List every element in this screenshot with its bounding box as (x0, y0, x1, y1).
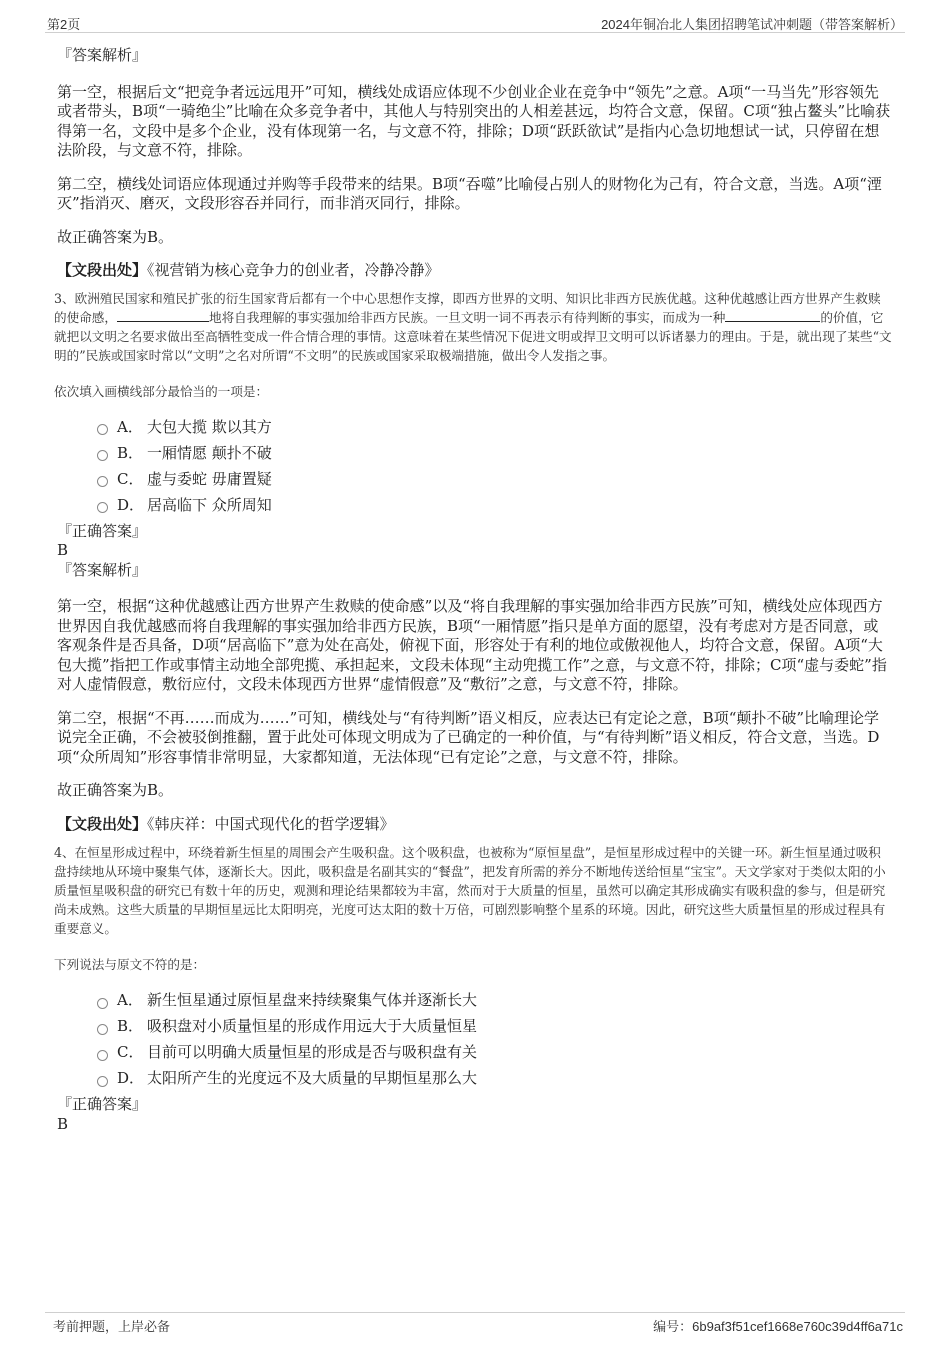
radio-icon[interactable] (97, 502, 108, 513)
q3-source-label: 【文段出处】 (57, 814, 148, 833)
q3-option-c[interactable]: C． 虚与委蛇 毋庸置疑 (97, 466, 893, 492)
q4-option-c[interactable]: C． 目前可以明确大质量恒星的形成是否与吸积盘有关 (97, 1039, 893, 1065)
document-id: 编号：6b9af3f51cef1668e760c39d4ff6a71c (653, 1319, 903, 1334)
q2-source-label: 【文段出处】 (57, 261, 148, 279)
q2-conclusion: 故正确答案为B。 (57, 227, 174, 246)
q2-analysis-heading: 『答案解析』 (57, 46, 148, 64)
radio-icon[interactable] (97, 450, 108, 461)
q2-analysis-paragraph-2: 第二空，横线处词语应体现通过并购等手段带来的结果。B项“吞噬”比喻侵占别人的财物化为己有，符合文意，当选。A项“湮灭”指消灭、磨灭，文段形容吞并同行，而非消灭同行，排除。 (57, 174, 882, 212)
q2-analysis-paragraph-1: 第一空，根据后文“把竞争者远远甩开”可知，横线处成语应体现不少创业企业在竞争中“领先”之意。A项“一马当先”形容领先或者带头，B项“一骑绝尘”比喻在众多竞争者中，其他人与特别突出的人相差甚远，均符合文意，保留。C项“独占鳌头”比喻获得第一名，文段中是多个企业，没有体现第一名，与文意不符，排除；D项“跃跃欲试”是指内心急切地想试一试，只停留在想法阶段，与文意不符，排除。 (57, 82, 891, 159)
q4-option-a[interactable]: A． 新生恒星通过原恒星盘来持续聚集气体并逐渐长大 (97, 987, 893, 1013)
q3-option-b[interactable]: B． 一厢情愿 颠扑不破 (97, 440, 893, 466)
q4-stem: 4、在恒星形成过程中，环绕着新生恒星的周围会产生吸积盘。这个吸积盘，也被称为“原恒星盘”，是恒星形成过程中的关键一环。新生恒星通过吸积盘持续地从环境中聚集气体，逐渐长大。因此，吸积盘是名副其实的“餐盘”，把发育所需的养分不断地传送给恒星“宝宝”。天文学家对于类似太阳的小质量恒星吸积盘的研究已有数十年的历史，观测和理论结果都较为丰富，然而对于大质量的恒星，虽然可以确定其形成确实有吸积盘的参与，但是研究尚未成熟。这些大质量的早期恒星远比太阳明亮，光度可达太阳的数十万倍，可剧烈影响整个星系的环境。因此，研究这些大质量恒星的形成过程具有重要意义。 (54, 845, 886, 936)
page-number: 第2页 (47, 17, 81, 32)
radio-icon[interactable] (97, 424, 108, 435)
q3-answer-heading: 『正确答案』 (57, 521, 148, 540)
q3-stem (54, 289, 893, 365)
q4-answer-heading: 『正确答案』 (57, 1095, 148, 1113)
q3-conclusion: 故正确答案为B。 (57, 781, 174, 799)
q3-analysis-paragraph-2: 第二空，根据“不再……而成为……”可知，横线处与“有待判断”语义相反，应表达已有定论之意，B项“颠扑不破”比喻理论学说完全正确，不会被驳倒推翻，置于此处可体现文明成为了已确定的一种价值，与“有待判断”语义相反，符合文意，当选。D项“众所周知”形容事情非常明显，大家都知道，无法体现“已有定论”之意，与文意不符，排除。 (57, 708, 880, 766)
footer-slogan: 考前押题，上岸必备 (53, 1319, 171, 1334)
q4-options (97, 987, 893, 1091)
q4-prompt: 下列说法与原文不符的是： (54, 957, 206, 972)
q3-stem-part-3: 的价值，它就把以文明之名要求做出至高牺牲变成一件合情合理的事情。这意味着在某些情况下促进文明或捍卫文明可以诉诸暴力的理由。于是，就出现了某些“文明的”民族或国家时常以“文明”之名对所谓“不文明”的民族或国家采取极端措施，做出令人发指之事。 (54, 309, 892, 363)
q4-option-b[interactable]: B． 吸积盘对小质量恒星的形成作用远大于大质量恒星 (97, 1013, 893, 1039)
q3-answer: B (57, 541, 69, 559)
radio-icon[interactable] (97, 998, 108, 1009)
q3-prompt: 依次填入画横线部分最恰当的一项是： (54, 383, 269, 399)
page-footer (45, 1312, 905, 1335)
page-header (45, 10, 905, 33)
q3-stem-part-2: 地将自我理解的事实强加给非西方民族。一旦文明一词不再表示有待判断的事实，而成为一种 (208, 309, 726, 325)
q3-analysis-heading: 『答案解析』 (57, 560, 148, 579)
q3-option-d[interactable]: D． 居高临下 众所周知 (97, 492, 893, 518)
q3-source-title: 《韩庆祥：中国式现代化的哲学逻辑》 (147, 814, 395, 833)
q3-blank-2 (725, 308, 820, 322)
q3-stem-part-1: 3、欧洲殖民国家和殖民扩张的衍生国家背后都有一个中心思想作支撑，即西方世界的文明、知识比非西方民族优越。这种优越感让西方世界产生救赎的使命感， (54, 290, 881, 325)
q2-source-title: 《视营销为核心竞争力的创业者，冷静冷静》 (147, 261, 440, 279)
q3-option-a[interactable]: A． 大包大揽 欺以其方 (97, 414, 893, 440)
document-title: 2024年铜冶北人集团招聘笔试冲刺题（带答案解析） (601, 17, 903, 32)
q4-answer: B (57, 1114, 69, 1133)
q2-source (57, 261, 893, 281)
q4-option-d[interactable]: D． 太阳所产生的光度远不及大质量的早期恒星那么大 (97, 1065, 893, 1091)
page-content (54, 44, 893, 1134)
q3-options (97, 414, 893, 518)
q3-source (57, 815, 893, 835)
radio-icon[interactable] (97, 1024, 108, 1035)
radio-icon[interactable] (97, 1076, 108, 1087)
q3-blank-1 (117, 308, 209, 322)
q3-analysis-paragraph-1: 第一空，根据“这种优越感让西方世界产生救赎的使命感”以及“将自我理解的事实强加给非西方民族”可知，横线处应体现西方世界因自我优越感而将自我理解的事实强加给非西方民族，B项“一厢情愿”指只是单方面的愿望，没有考虑对方是否同意，或客观条件是否具备，D项“居高临下”意为处在高处，俯视下面，形容处于有利的地位或傲视他人，均符合文意，保留。A项“大包大揽”指把工作或事情主动地全部兜揽、承担起来，文段未体现“主动兜揽工作”之意，与文意不符，排除；C项“虚与委蛇”指对人虚情假意，敷衍应付，文段未体现西方世界“虚情假意”及“敷衍”之意，与文意不符，排除。 (57, 597, 887, 693)
radio-icon[interactable] (97, 476, 108, 487)
radio-icon[interactable] (97, 1050, 108, 1061)
